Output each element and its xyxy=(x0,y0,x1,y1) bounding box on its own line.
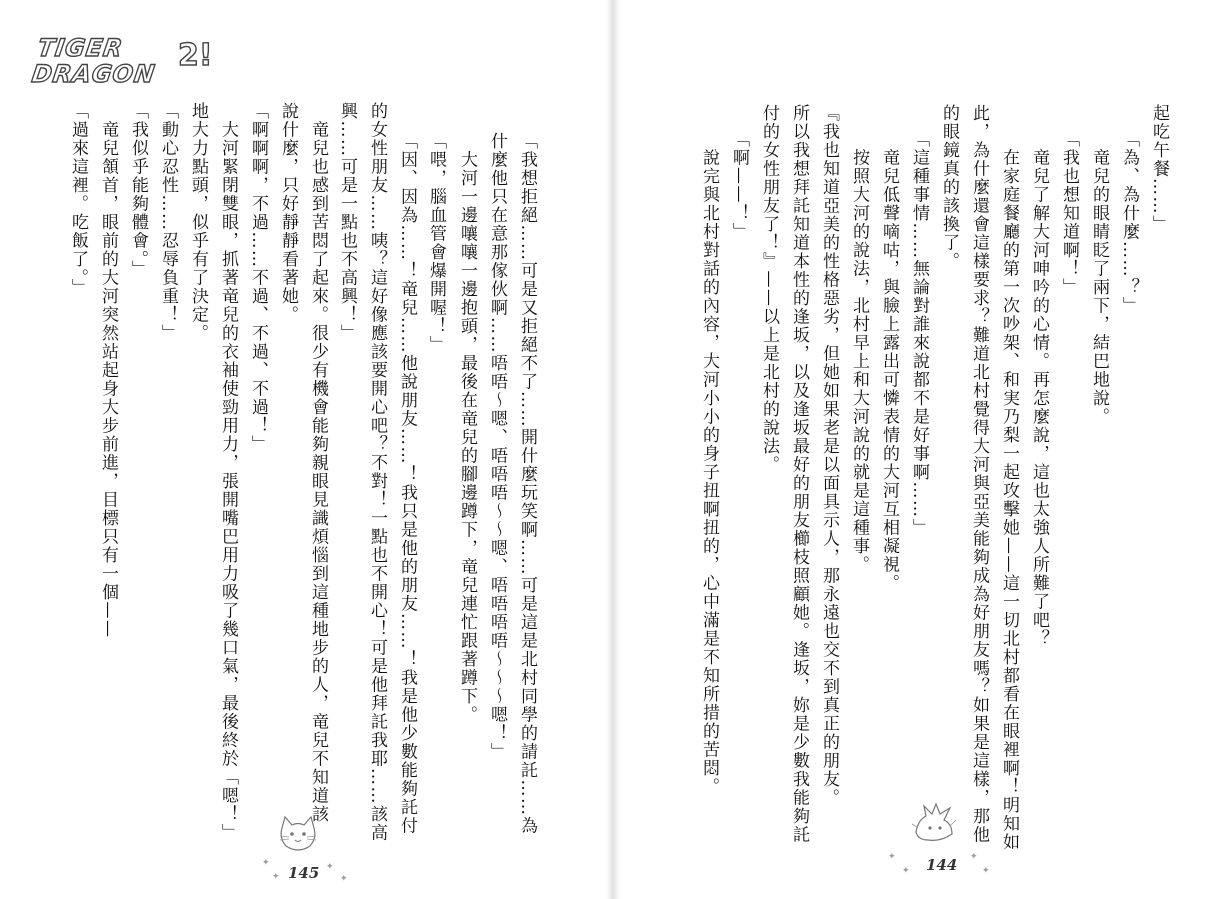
text-line xyxy=(486,0,508,899)
text-line-content: 說完與北村對話的內容，大河小小的身子扭啊扭的，心中滿是不知所措的苦悶。 xyxy=(699,130,719,796)
text-line xyxy=(878,0,900,899)
star-ornament-icon: ✦ xyxy=(982,866,990,876)
text-line xyxy=(698,0,720,899)
book-gutter xyxy=(606,0,620,899)
text-line xyxy=(788,0,810,899)
logo-word-2: DRAGON xyxy=(30,60,158,88)
star-ornament-icon: ✦ xyxy=(262,858,270,868)
text-line xyxy=(1028,0,1050,899)
text-line xyxy=(758,0,780,899)
text-line xyxy=(968,0,990,899)
text-line-content: 什麼他只在意那傢伙啊……唔唔～嗯、唔唔唔～～嗯、唔唔唔唔～～～嗯！」 xyxy=(487,132,507,761)
text-line xyxy=(217,0,239,899)
text-line-content: 的眼鏡真的該換了。 xyxy=(939,104,959,271)
star-ornament-icon: ✦ xyxy=(902,866,910,876)
text-line-content: 「因、因為……！竜兒……他說朋友……！我只是他的朋友……！我是他少數能夠託付 xyxy=(397,132,417,835)
star-ornament-icon: ✦ xyxy=(340,874,348,884)
text-line xyxy=(247,0,269,899)
text-line xyxy=(366,0,388,899)
text-line xyxy=(516,0,538,899)
text-line xyxy=(396,0,418,899)
dragon-mascot-icon xyxy=(910,802,960,844)
text-line-content: 「為、為什麼……？」 xyxy=(1119,130,1139,315)
text-line xyxy=(425,0,447,899)
text-line xyxy=(187,0,209,899)
star-ornament-icon: ✦ xyxy=(970,852,978,862)
text-line-content: 「喂，腦血管會爆開喔！」 xyxy=(426,132,446,354)
text-line-content: 大河一邊嚷嚷一邊抱頭，最後在竜兒的腳邊蹲下，竜兒連忙跟著蹲下。 xyxy=(457,132,477,724)
text-line-content: 付的女性朋友了！』——以上是北村的說法。 xyxy=(759,104,779,474)
text-line-content: 的女性朋友……咦？這好像應該要開心吧？不對！一點也不開心！可是他拜託我耶……該高 xyxy=(367,102,387,842)
logo-word-1: TIGER xyxy=(36,34,125,62)
text-line-content: 大河緊閉雙眼，抓著竜兒的衣袖使勁用力，張開嘴巴用力吸了幾口氣，最後終於「嗯！」 xyxy=(218,102,238,842)
logo-mark: 2! xyxy=(178,38,213,73)
text-line xyxy=(336,0,358,899)
text-line-content: 「這種事情……無論對誰來說都不是好事啊……」 xyxy=(909,130,929,537)
text-line-content: 「過來這裡。吃飯了。」 xyxy=(68,102,88,297)
text-line-content: 「啊啊啊，不過……不過、不過、不過！」 xyxy=(248,102,268,454)
text-line-content: 所以我想拜託知道本性的逢坂，以及逢坂最好的朋友櫛枝照顧她。逢坂，妳是少數我能夠託 xyxy=(789,104,809,844)
text-line xyxy=(818,0,840,899)
text-line-content: 「我似乎能夠體會。」 xyxy=(128,102,148,279)
text-line xyxy=(1118,0,1140,899)
text-line xyxy=(848,0,870,899)
left-page xyxy=(0,0,606,899)
text-line-content: 說什麼，只好靜靜看著她。 xyxy=(278,102,298,324)
text-line xyxy=(157,0,179,899)
text-line xyxy=(998,0,1020,899)
text-line xyxy=(1148,0,1170,899)
text-line-content: 竜兒也感到苦悶了起來。很少有機會能夠親眼見識煩惱到這種地步的人，竜兒不知道該 xyxy=(308,102,328,824)
text-line xyxy=(127,0,149,899)
text-line xyxy=(277,0,299,899)
text-line xyxy=(307,0,329,899)
star-ornament-icon: ✦ xyxy=(272,872,280,882)
text-line-content: 地大力點頭，似乎有了決定。 xyxy=(188,102,208,343)
text-line-content: 「我想拒絕……可是又拒絕不了……開什麼玩笑啊……可是這是北村同學的請託……為 xyxy=(517,132,537,835)
text-line-content: 在家庭餐廳的第一次吵架、和実乃梨一起攻擊她——這一切北村都看在眼裡啊！明知如 xyxy=(999,130,1019,852)
text-line xyxy=(938,0,960,899)
text-line xyxy=(67,0,89,899)
text-line-content: 起吃午餐……」 xyxy=(1149,104,1169,234)
text-line xyxy=(1058,0,1080,899)
right-page xyxy=(620,0,1224,899)
text-line-content: 按照大河的說法，北村早上和大河說的就是這種事。 xyxy=(849,130,869,574)
text-line-content: 「動心忍性……忍辱負重！」 xyxy=(158,102,178,343)
text-line-content: 此，為什麼還會這樣要求？難道北村覺得大河與亞美能夠成為好朋友嗎？如果是這樣，那他 xyxy=(969,104,989,844)
text-line xyxy=(728,0,750,899)
text-line-content: 竜兒了解大河呻吟的心情。再怎麼說，這也太強人所難了吧？ xyxy=(1029,130,1049,648)
text-line xyxy=(97,0,119,899)
cat-mascot-icon xyxy=(276,814,320,854)
star-ornament-icon: ✦ xyxy=(888,852,896,862)
text-line-content: 竜兒頷首，眼前的大河突然站起身大步前進，目標只有一個—— xyxy=(98,102,118,639)
text-line-content: 興……可是一點也不高興！」 xyxy=(337,102,357,343)
text-line-content: 「啊——！」 xyxy=(729,130,749,241)
text-line-content: 「我也想知道啊！」 xyxy=(1059,130,1079,297)
text-line-content: 竜兒低聲嘀咕，與臉上露出可憐表情的大河互相凝視。 xyxy=(879,130,899,593)
star-ornament-icon: ✦ xyxy=(326,862,334,872)
text-line xyxy=(456,0,478,899)
text-line-content: 竜兒的眼睛眨了兩下，結巴地說。 xyxy=(1089,130,1109,426)
text-line-content: 『我也知道亞美的性格惡劣，但她如果老是以面具示人，那永遠也交不到真正的朋友。 xyxy=(819,104,839,807)
page-number: 145 xyxy=(288,864,320,882)
text-line xyxy=(908,0,930,899)
text-line xyxy=(1088,0,1110,899)
page-number: 144 xyxy=(926,856,958,874)
